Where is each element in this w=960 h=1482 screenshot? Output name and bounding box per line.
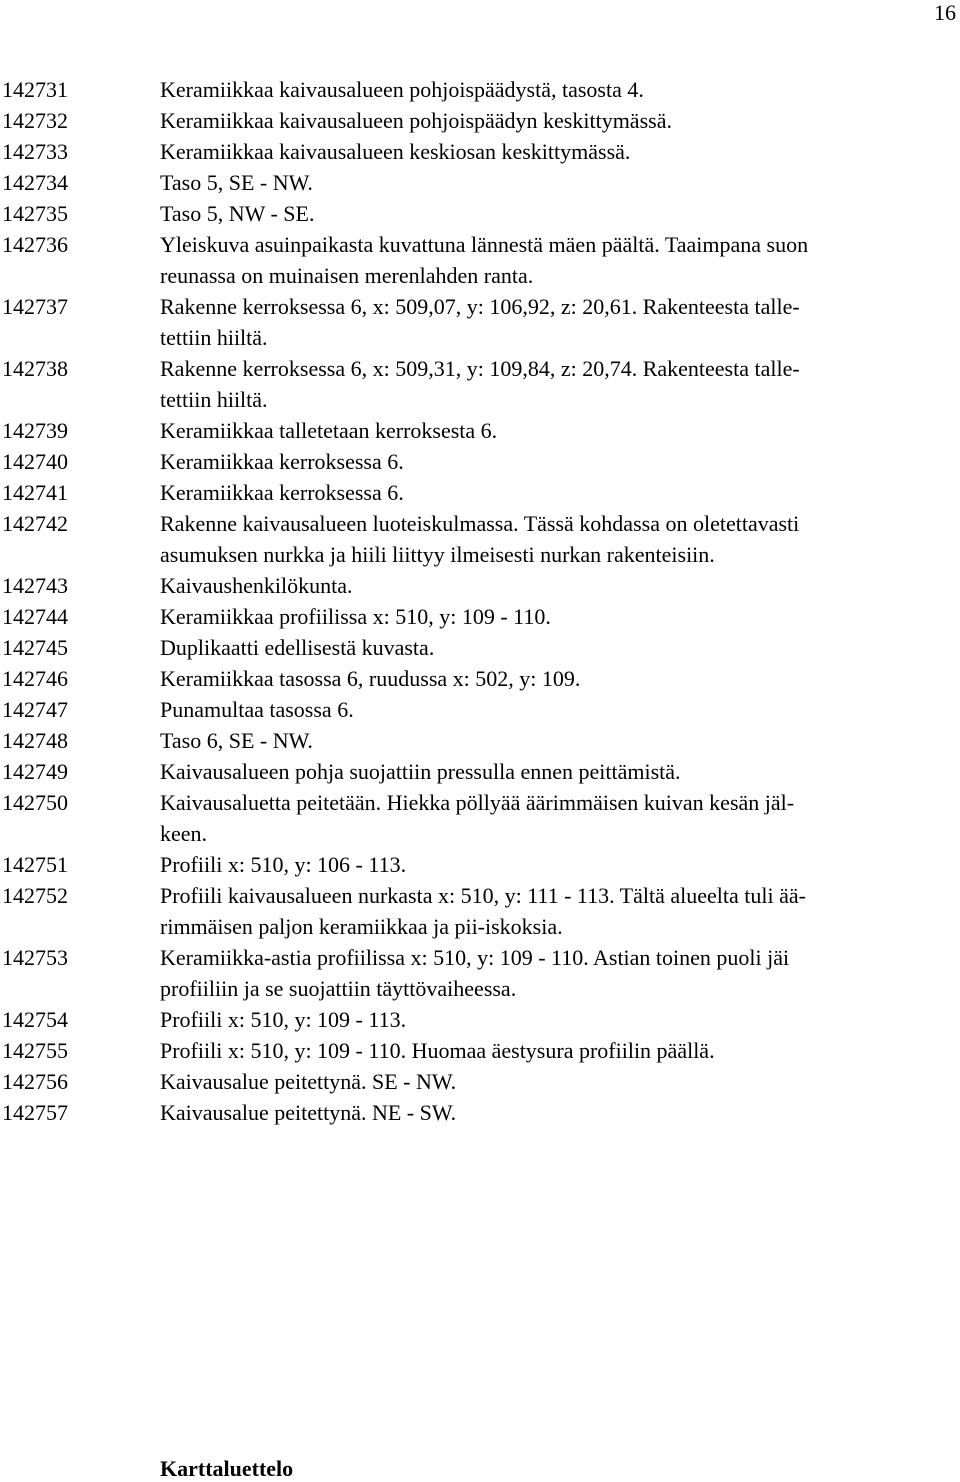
entry-id: 142739 (2, 418, 68, 443)
entry-id: 142746 (2, 666, 68, 691)
entry-id: 142736 (2, 232, 68, 257)
entry-description: Kaivausalue peitettynä. SE - NW. (160, 1069, 457, 1094)
catalog-entry (0, 880, 960, 942)
entry-id: 142755 (2, 1038, 68, 1063)
catalog-entry (0, 1097, 960, 1128)
catalog-entry (0, 1004, 960, 1035)
entry-id: 142733 (2, 139, 68, 164)
catalog-entry (0, 415, 960, 446)
catalog-entry (0, 849, 960, 880)
entry-description: Keramiikkaa kaivausalueen keskiosan keskittymässä. (160, 139, 631, 164)
entry-description: Kaivausalue peitettynä. NE - SW. (160, 1100, 457, 1125)
entry-id: 142743 (2, 573, 68, 598)
catalog-entry (0, 601, 960, 632)
entry-id: 142753 (2, 945, 68, 970)
catalog-entry (0, 725, 960, 756)
entry-description: Keramiikkaa kaivausalueen pohjoispäädyn keskittymässä. (160, 108, 672, 133)
entry-id: 142752 (2, 883, 68, 908)
catalog-entry (0, 105, 960, 136)
entry-id: 142738 (2, 356, 68, 381)
entry-id: 142756 (2, 1069, 68, 1094)
entry-description: Profiili x: 510, y: 109 - 113. (160, 1007, 407, 1032)
entry-description: Kaivausalueen pohja suojattiin pressulla ennen peittämistä. (160, 759, 681, 784)
entry-description: Rakenne kaivausalueen luoteiskulmassa. Tässä kohdassa on oletettavasti asumuksen nurkka ja hiili liittyy ilmeisesti nurkan rakenteisiin. (160, 511, 800, 567)
page-number: 16 (934, 0, 956, 25)
entry-id: 142737 (2, 294, 68, 319)
catalog-entry (0, 1066, 960, 1097)
catalog-entry (0, 756, 960, 787)
catalog-entry (0, 1035, 960, 1066)
entry-description: Taso 5, NW - SE. (160, 201, 315, 226)
entry-description: Punamultaa tasossa 6. (160, 697, 354, 722)
entry-description: Profiili x: 510, y: 109 - 110. Huomaa äestysura profiilin päällä. (160, 1038, 715, 1063)
catalog-entry (0, 291, 960, 353)
catalog-entry (0, 136, 960, 167)
catalog-entry (0, 446, 960, 477)
catalog-entry (0, 663, 960, 694)
entry-id: 142734 (2, 170, 68, 195)
entry-description: Keramiikkaa kaivausalueen pohjoispäädystä, tasosta 4. (160, 77, 644, 102)
catalog-entry (0, 477, 960, 508)
entry-description: Rakenne kerroksessa 6, x: 509,31, y: 109,84, z: 20,74. Rakenteesta talle- tettiin hiiltä. (160, 356, 800, 412)
entry-id: 142745 (2, 635, 68, 660)
catalog-entry (0, 570, 960, 601)
entry-id: 142754 (2, 1007, 68, 1032)
catalog-entry (0, 942, 960, 1004)
catalog-entry (0, 508, 960, 570)
entry-id: 142757 (2, 1100, 68, 1125)
catalog-entry (0, 229, 960, 291)
entry-id: 142735 (2, 201, 68, 226)
catalog-entry (0, 198, 960, 229)
catalog-entry (0, 167, 960, 198)
catalog-entry (0, 74, 960, 105)
catalog-entry (0, 694, 960, 725)
entry-id: 142742 (2, 511, 68, 536)
entry-id: 142747 (2, 697, 68, 722)
entry-description: Keramiikkaa kerroksessa 6. (160, 449, 404, 474)
entry-description: Kaivaushenkilökunta. (160, 573, 353, 598)
entry-description: Taso 6, SE - NW. (160, 728, 313, 753)
entry-id: 142744 (2, 604, 68, 629)
entry-description: Duplikaatti edellisestä kuvasta. (160, 635, 435, 660)
entry-id: 142741 (2, 480, 68, 505)
catalog-entry (0, 787, 960, 849)
entry-id: 142751 (2, 852, 68, 877)
entry-description: Rakenne kerroksessa 6, x: 509,07, y: 106,92, z: 20,61. Rakenteesta talle- tettiin hiiltä. (160, 294, 800, 350)
entry-description: Keramiikkaa tasossa 6, ruudussa x: 502, y: 109. (160, 666, 581, 691)
entry-description: Yleiskuva asuinpaikasta kuvattuna lännestä mäen päältä. Taaimpana suon reunassa on muinaisen merenlahden ranta. (160, 232, 809, 288)
entry-description: Keramiikkaa kerroksessa 6. (160, 480, 404, 505)
entry-description: Keramiikkaa profiilissa x: 510, y: 109 - 110. (160, 604, 551, 629)
entry-id: 142749 (2, 759, 68, 784)
entry-id: 142731 (2, 77, 68, 102)
entry-description: Keramiikkaa talletetaan kerroksesta 6. (160, 418, 498, 443)
entry-id: 142748 (2, 728, 68, 753)
catalog-entry (0, 353, 960, 415)
entry-description: Taso 5, SE - NW. (160, 170, 313, 195)
entry-description: Keramiikka-astia profiilissa x: 510, y: 109 - 110. Astian toinen puoli jäi profiiliin ja se suojattiin täyttövaiheessa. (160, 945, 790, 1001)
entry-id: 142732 (2, 108, 68, 133)
entry-id: 142750 (2, 790, 68, 815)
entry-description: Profiili kaivausalueen nurkasta x: 510, y: 111 - 113. Tältä alueelta tuli ää- rimmäisen paljon keramiikkaa ja pii-iskoksia. (160, 883, 806, 939)
entry-description: Profiili x: 510, y: 106 - 113. (160, 852, 407, 877)
entry-description: Kaivausaluetta peitetään. Hiekka pöllyää äärimmäisen kuivan kesän jäl- keen. (160, 790, 795, 846)
catalog-entry (0, 632, 960, 663)
section-heading-map-list: Karttaluettelo (160, 1456, 294, 1481)
entry-id: 142740 (2, 449, 68, 474)
photo-catalog-list (0, 74, 960, 1128)
